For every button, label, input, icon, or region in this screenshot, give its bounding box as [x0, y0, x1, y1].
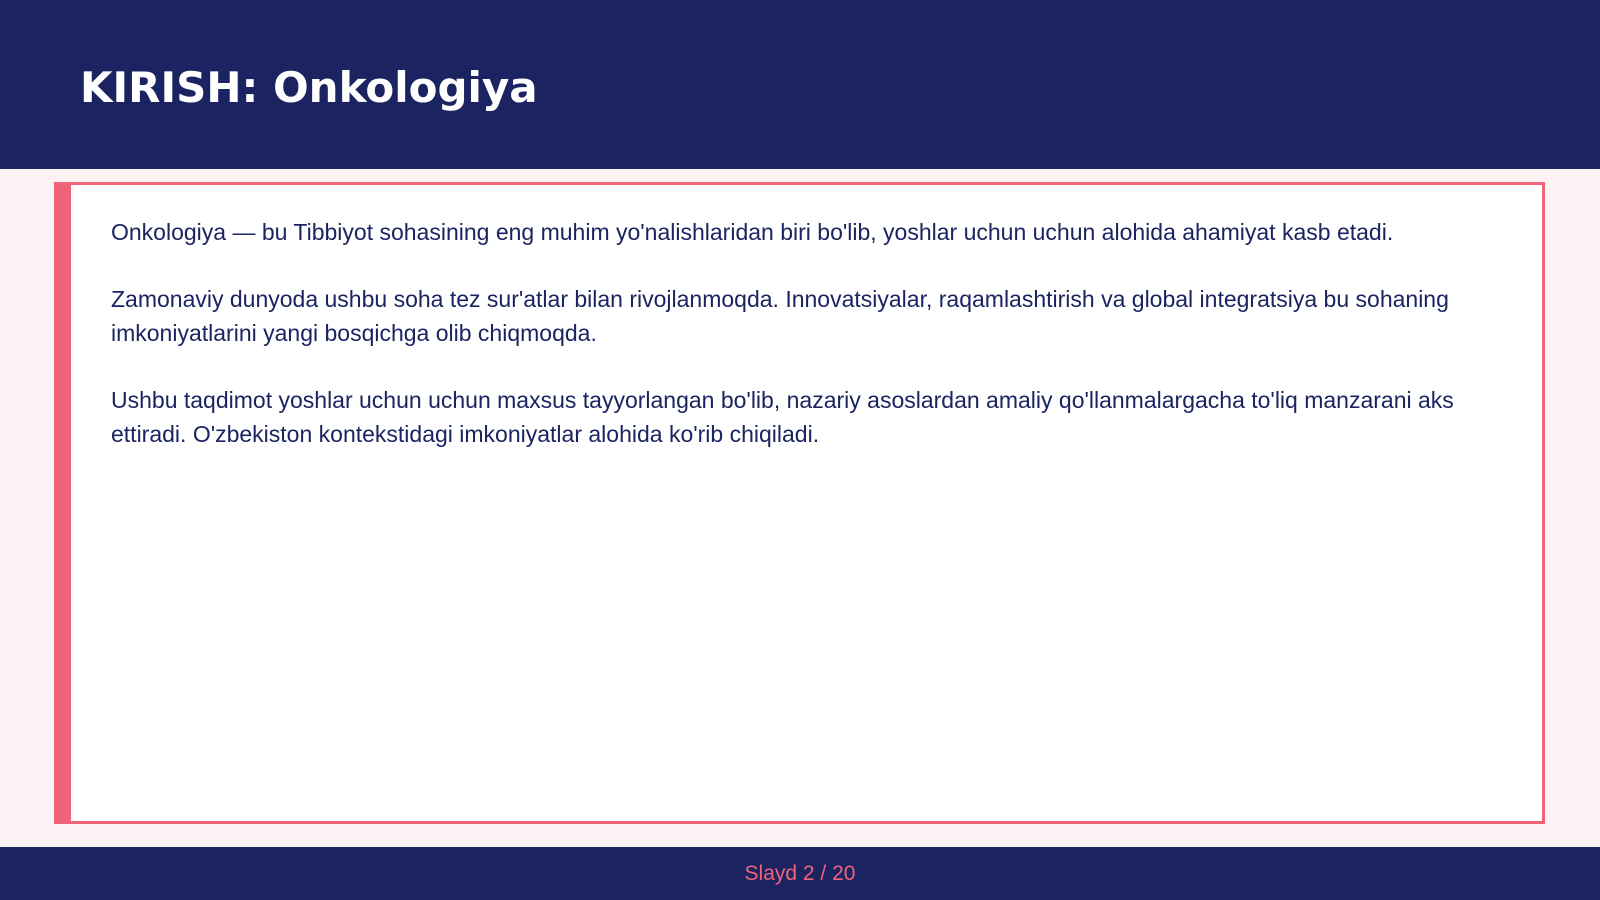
content-body — [111, 215, 1481, 484]
paragraph-intro: Onkologiya — bu Tibbiyot sohasining eng muhim yo'nalishlaridan biri bo'lib, yoshlar uchun uchun alohida ahamiyat kasb etadi. — [111, 219, 1394, 245]
slide-title: KIRISH: Onkologiya — [80, 63, 538, 112]
content-card — [54, 182, 1545, 824]
paragraph-development: Zamonaviy dunyoda ushbu soha tez sur'atlar bilan rivojlanmoqda. Innovatsiyalar, raqamlashtirish va global integratsiya bu sohaning imkoniyatlarini yangi bosqichga olib chiqmoqda. — [111, 286, 1449, 346]
slide-footer — [0, 847, 1600, 900]
slide-number: Slayd 2 / 20 — [744, 862, 856, 885]
slide-header — [0, 0, 1600, 169]
paragraph-presentation: Ushbu taqdimot yoshlar uchun uchun maxsus tayyorlangan bo'lib, nazariy asoslardan amaliy qo'llanmalargacha to'liq manzarani aks ettiradi. O'zbekiston kontekstidagi imkoniyatlar alohida ko'rib chiqiladi. — [111, 387, 1454, 447]
